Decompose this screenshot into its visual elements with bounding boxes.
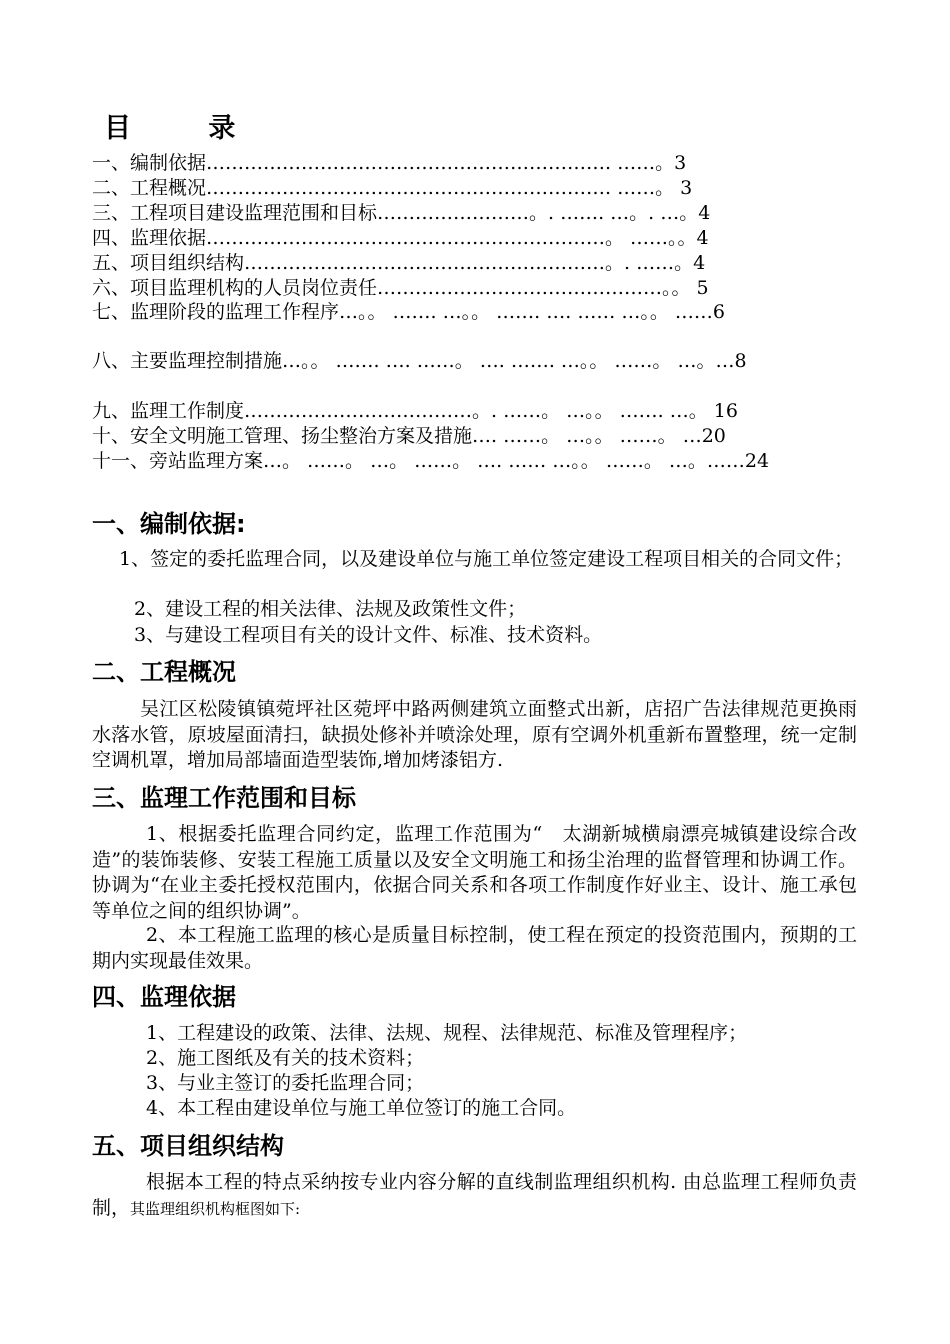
toc-entry-8: 八、主要监理控制措施…。。 ……. …. ……。 …. ……. …。。 ……。 …。…8 [92, 350, 747, 372]
toc-title: 目 录 [104, 113, 270, 144]
toc-entry-3: 三、工程项目建设监理范围和目标……………………。. ……. …。. …。4 [92, 202, 711, 224]
section-paragraph: 1、根据委托监理合同约定，监理工作范围为“ 太湖新城横扇漂亮城镇建设综合改造”的装饰装修、安装工程施工质量以及安全文明施工和扬尘治理的监督管理和协调工作。协调为“在业主委托授权范围内，依据合同关系和各项工作制度作好业主、设计、施工承包等单位之间的组织协调”。 [92, 823, 857, 922]
section-heading-project-overview: 二、工程概况 [92, 658, 236, 686]
section-heading-supervision-basis: 四、监理依据 [92, 983, 236, 1011]
section-paragraph: 1、工程建设的政策、法律、法规、规程、法律规范、标准及管理程序； [146, 1022, 748, 1044]
section-heading-compilation-basis: 一、编制依据: [92, 510, 246, 538]
paragraph-text-small: 其监理组织机构框图如下: [130, 1199, 301, 1218]
toc-entry-4: 四、监理依据………………………………………………………。 ……。。4 [92, 227, 709, 249]
section-paragraph: 1、签定的委托监理合同，以及建设单位与施工单位签定建设工程项目相关的合同文件； [119, 548, 854, 570]
section-heading-scope-and-goals: 三、监理工作范围和目标 [92, 784, 356, 812]
toc-entry-6: 六、项目监理机构的人员岗位责任………………………………………。。 5 [92, 277, 709, 299]
toc-entry-1: 一、编制依据………………………………………………………. ……。3 [92, 152, 687, 174]
section-paragraph: 吴江区松陵镇镇菀坪社区菀坪中路两侧建筑立面整式出新，店招广告法律规范更换雨水落水管，原坡屋面清扫，缺损处修补并喷涂处理，原有空调外机重新布置整理，统一定制空调机罩，增加局部墙面造型装饰,增加烤漆铝方. [92, 698, 857, 772]
toc-entry-5: 五、项目组织结构…………………………………………………。. ……。4 [92, 252, 706, 274]
toc-entry-9: 九、监理工作制度………………………………。. ……。 …。。 ……. …。 16 [92, 400, 738, 422]
paragraph-text: 根据本工程的特点采纳按专业内容分解的直线制监理组织机构. 由总监理工程师负责制， [92, 1171, 857, 1219]
toc-entry-11: 十一、旁站监理方案…。 ……。 …。 ……。 …. …… …。。 ……。 …。……24 [92, 450, 770, 472]
section-paragraph: 3、与建设工程项目有关的设计文件、标准、技术资料。 [134, 624, 603, 646]
section-paragraph [92, 1170, 857, 1222]
section-paragraph: 2、本工程施工监理的核心是质量目标控制，使工程在预定的投资范围内，预期的工期内实现最佳效果。 [92, 924, 857, 972]
section-paragraph: 2、施工图纸及有关的技术资料； [146, 1047, 425, 1069]
section-paragraph: 3、与业主签订的委托监理合同； [146, 1072, 425, 1094]
section-heading-organization-structure: 五、项目组织结构 [92, 1132, 284, 1160]
toc-entry-10: 十、安全文明施工管理、扬尘整治方案及措施…. ……。 …。。 ……。 …20 [92, 425, 726, 447]
section-paragraph: 4、本工程由建设单位与施工单位签订的施工合同。 [146, 1097, 577, 1119]
toc-entry-7: 七、监理阶段的监理工作程序…。。 ……. …。。 ……. …. …… …。。 ……6 [92, 301, 725, 323]
section-paragraph: 2、建设工程的相关法律、法规及政策性文件； [134, 598, 527, 620]
toc-entry-2: 二、工程概况………………………………………………………. ……。 3 [92, 177, 693, 199]
